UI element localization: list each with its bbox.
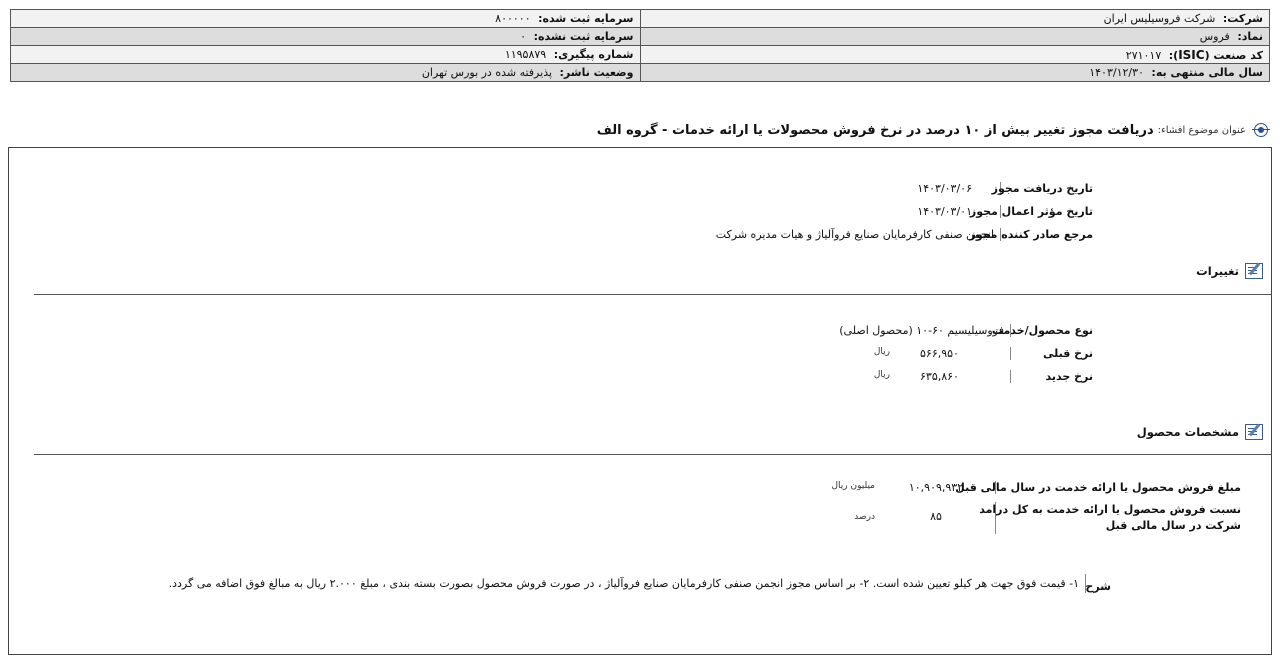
permit-effective-date-label: تاریخ مؤثر اعمال مجوز	[969, 205, 1093, 218]
description-text: ۱- قیمت فوق جهت هر کیلو تعیین شده است. ۲- بر اساس مجوز انجمن صنفی کارفرمایان صنایع فروآلیاژ ، در صورت فروش محصول بصورت بسته بندی ، مبلغ ۲.۰۰۰ ریال به مبالغ فوق اضافه می گردد.	[168, 577, 1079, 590]
subject-line	[597, 121, 1270, 139]
sales-ratio-row	[854, 502, 1241, 534]
previous-rate-unit: ریال	[873, 347, 890, 357]
fiscal-year-value: ۱۴۰۳/۱۲/۳۰	[1089, 66, 1144, 79]
publisher-status-value: پذیرفته شده در بورس تهران	[421, 66, 553, 79]
permit-issuer-label: مرجع صادر کننده مجوز	[969, 228, 1093, 241]
product-specs-section-title: مشخصات محصول	[1136, 425, 1239, 439]
sales-amount-value: ۱۰,۹۰۹,۹۳۲	[908, 481, 964, 494]
company-value: شرکت فروسیلیس ایران	[1103, 12, 1216, 25]
unregistered-capital-cell	[11, 28, 641, 46]
previous-rate-row	[874, 347, 1093, 360]
product-specs-divider	[34, 454, 1271, 455]
tracking-cell	[11, 46, 641, 64]
sales-ratio-label-line1: نسبت فروش محصول یا ارائه خدمت به کل درامد	[979, 503, 1241, 516]
info-row	[11, 64, 1270, 82]
isic-cell	[640, 46, 1270, 64]
info-row	[11, 10, 1270, 28]
registered-capital-label: سرمایه ثبت شده:	[538, 12, 634, 25]
description-label: شرح	[1085, 574, 1111, 593]
previous-rate-label: نرخ قبلی	[1010, 347, 1093, 360]
symbol-value: فروس	[1199, 30, 1230, 43]
description-row	[39, 574, 1111, 594]
fiscal-year-label: سال مالی منتهی به:	[1151, 66, 1263, 79]
target-icon	[1252, 121, 1270, 139]
changes-section-title: تغییرات	[1196, 264, 1239, 278]
sales-ratio-label-line2: شرکت در سال مالی قبل	[1105, 519, 1241, 532]
sales-ratio-unit: درصد	[854, 512, 875, 522]
edit-note-icon	[1245, 263, 1263, 279]
permit-effective-date-value: ۱۴۰۳/۰۳/۰۱	[917, 205, 972, 218]
isic-label-post: ):	[1168, 48, 1179, 62]
tracking-label: شماره پیگیری:	[553, 48, 634, 61]
new-rate-label: نرخ جدید	[1010, 370, 1093, 383]
permit-receive-date-value: ۱۴۰۳/۰۳/۰۶	[917, 182, 972, 195]
edit-note-icon	[1245, 424, 1263, 440]
tracking-value: ۱۱۹۵۸۷۹	[504, 48, 547, 61]
changes-divider	[34, 294, 1271, 295]
symbol-label: نماد:	[1237, 30, 1263, 43]
registered-capital-value: ۸۰۰۰۰۰	[495, 12, 531, 25]
new-rate-row	[874, 370, 1093, 383]
isic-label	[1169, 49, 1263, 62]
unregistered-capital-value: ۰	[520, 30, 527, 43]
product-specs-section-header	[1137, 424, 1263, 440]
subject-label: عنوان موضوع افشاء:	[1157, 124, 1246, 136]
sales-amount-unit: میلیون ریال	[831, 481, 875, 491]
permit-effective-date-row	[917, 205, 1093, 218]
permit-issuer-row	[716, 228, 1093, 241]
fiscal-year-cell	[640, 64, 1270, 82]
info-row	[11, 28, 1270, 46]
company-label: شرکت:	[1222, 12, 1263, 25]
sales-amount-row	[832, 481, 1241, 494]
publisher-status-label: وضعیت ناشر:	[559, 66, 634, 79]
info-row	[11, 46, 1270, 64]
product-type-row	[839, 324, 1093, 337]
product-type-value: فروسیلیسیم ۶۰-۱۰ (محصول اصلی)	[839, 324, 1004, 337]
product-type-label: نوع محصول/خدمت	[991, 324, 1093, 337]
sales-ratio-value: ۸۵	[930, 510, 942, 523]
company-cell	[640, 10, 1270, 28]
permit-issuer-value: انجمن صنفی کارفرمایان صنایع فروآلیاژ و هیات مدیره شرکت	[715, 228, 994, 241]
registered-capital-cell	[11, 10, 641, 28]
previous-rate-value: ۵۶۶,۹۵۰	[920, 347, 959, 360]
isic-label-code: ISIC	[1178, 47, 1205, 62]
isic-label-pre: کد صنعت (	[1204, 48, 1263, 62]
subject-title: دریافت مجوز تغییر بیش از ۱۰ درصد در نرخ فروش محصولات یا ارائه خدمات - گروه الف	[596, 122, 1154, 138]
announcement-body	[8, 147, 1272, 655]
permit-receive-date-row	[917, 182, 1093, 195]
symbol-cell	[640, 28, 1270, 46]
sales-amount-label: مبلغ فروش محصول یا ارائه خدمت در سال مالی قبل	[955, 481, 1241, 494]
company-info-table	[10, 9, 1270, 82]
new-rate-value: ۶۳۵,۸۶۰	[920, 370, 959, 383]
new-rate-unit: ریال	[873, 370, 890, 380]
unregistered-capital-label: سرمایه ثبت نشده:	[533, 30, 634, 43]
isic-value: ۲۷۱۰۱۷	[1125, 48, 1162, 62]
publisher-status-cell	[11, 64, 641, 82]
sales-ratio-label	[979, 502, 1241, 534]
changes-section-header	[1196, 263, 1263, 279]
permit-receive-date-label: تاریخ دریافت مجوز	[991, 182, 1093, 195]
